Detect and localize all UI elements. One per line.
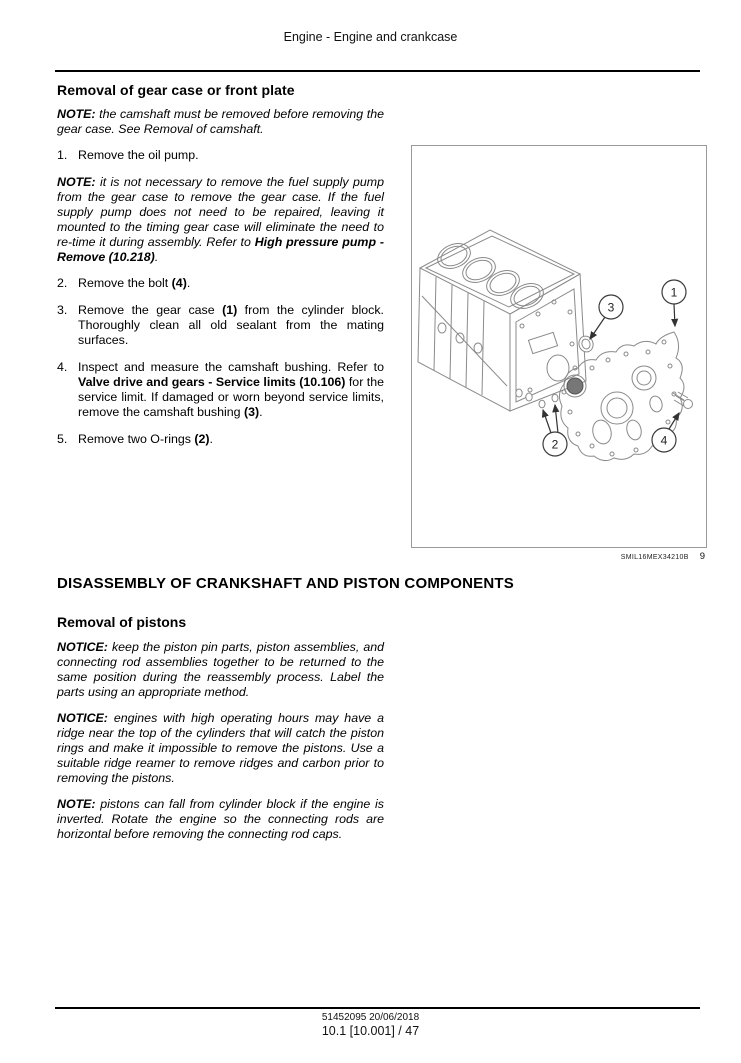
text-segment: engines with high operating hours may have a ridge near the top of the cylinders that will catch the piston rings and make it impossible to remove the pistons. Use a suitable ridge reamer to remove ridges and carbon prior to removing the pistons. — [57, 711, 384, 785]
bold-text-segment: NOTE: — [57, 107, 96, 121]
page-header-title: Engine - Engine and crankcase — [283, 30, 458, 44]
step-item — [57, 148, 384, 163]
note-paragraph — [57, 797, 384, 842]
step-item — [57, 360, 384, 420]
bold-text-segment: High pressure pump - Remove (10.218) — [57, 235, 384, 264]
text-segment: . — [259, 405, 263, 419]
cylinder-block-drawing — [418, 230, 586, 411]
engine-exploded-figure — [411, 145, 707, 548]
step-text — [78, 303, 384, 348]
bold-text-segment: NOTICE: — [57, 711, 108, 725]
text-segment: Inspect and measure the camshaft bushing. Refer to — [78, 360, 384, 374]
step-number: 3. — [57, 303, 68, 317]
camshaft-bushing-drawing — [577, 334, 595, 354]
step-number: 5. — [57, 432, 68, 446]
step-item — [57, 303, 384, 348]
figure-caption — [411, 551, 707, 562]
footer-rule — [55, 1007, 700, 1009]
callout-2 — [543, 432, 567, 456]
text-segment: Remove the bolt — [78, 276, 172, 290]
callout-1-label: 1 — [670, 285, 678, 300]
text-segment: the camshaft must be removed before removing the gear case. See Removal of camshaft. — [57, 107, 384, 136]
disassembly-section — [57, 575, 527, 853]
step-text — [78, 360, 384, 420]
text-segment: keep the piston pin parts, piston assemblies, and connecting rod assemblies together to be returned to the same position during the reassembly process. Label the parts using an appropriate method. — [57, 640, 384, 699]
text-segment: pistons can fall from cylinder block if the engine is inverted. Rotate the engine so the connecting rods are horizontal before removing the connecting rod caps. — [57, 797, 384, 841]
footer-doc-number: 51452095 20/06/2018 — [321, 1012, 420, 1023]
text-segment: for the service limit. If damaged or worn beyond service limits, remove the camshaft bushing — [78, 375, 385, 419]
text-segment: . — [154, 250, 159, 264]
bold-text-segment: (4) — [171, 276, 187, 290]
notice-paragraph — [57, 640, 384, 700]
text-segment: it is not necessary to remove the fuel supply pump from the gear case to remove the gear case. If the fuel supply pump does not need to be repaired, leaving it mounted to the timing gear case will eliminate the need to re-time it during assembly. Refer to — [57, 175, 384, 249]
text-segment: Remove the oil pump. — [78, 148, 199, 162]
step-number: 1. — [57, 148, 68, 162]
section-title: Removal of gear case or front plate — [57, 82, 295, 98]
callout-4 — [652, 428, 676, 452]
step-item — [57, 432, 384, 447]
text-segment: . — [209, 432, 213, 446]
step-text — [78, 276, 384, 291]
gear-case-line-art — [412, 146, 705, 546]
text-segment: . — [186, 276, 191, 290]
text-segment: Remove the gear case — [78, 303, 223, 317]
bold-text-segment: Valve drive and gears - Service limits (10.106) — [78, 375, 346, 389]
callout-3 — [599, 295, 623, 319]
chapter-title: DISASSEMBLY OF CRANKSHAFT AND PISTON COMPONENTS — [57, 575, 514, 592]
bold-text-segment: NOTICE: — [57, 640, 108, 654]
figure-code: SMIL16MEX34210B — [620, 554, 689, 561]
callout-3-label: 3 — [607, 300, 615, 315]
note-paragraph — [57, 175, 384, 265]
note-paragraph — [57, 107, 384, 137]
bold-text-segment: NOTE: — [57, 797, 96, 811]
callout-arrows — [543, 304, 679, 433]
gear-case-section — [57, 82, 384, 459]
bold-text-segment: (1) — [222, 303, 238, 317]
subsection-title: Removal of pistons — [57, 614, 187, 630]
bold-text-segment: (3) — [244, 405, 260, 419]
step-number: 2. — [57, 276, 68, 290]
callout-2-label: 2 — [551, 437, 559, 452]
footer-page-ref: 10.1 [10.001] / 47 — [321, 1024, 420, 1038]
step-text — [78, 432, 384, 447]
bold-text-segment: (2) — [194, 432, 210, 446]
page-footer — [0, 1012, 741, 1039]
header-rule — [55, 70, 700, 72]
figure-number: 9 — [699, 551, 705, 562]
bold-text-segment: NOTE: — [57, 175, 96, 189]
step-item — [57, 276, 384, 291]
step-text — [78, 148, 384, 163]
text-segment: from the cylinder block. Thoroughly clean all old sealant from the mating surfaces. — [78, 303, 385, 347]
text-segment: Remove two O-rings — [78, 432, 195, 446]
step-number: 4. — [57, 360, 68, 374]
callout-4-label: 4 — [660, 433, 668, 448]
callout-1 — [662, 280, 686, 304]
notice-paragraph — [57, 711, 384, 786]
